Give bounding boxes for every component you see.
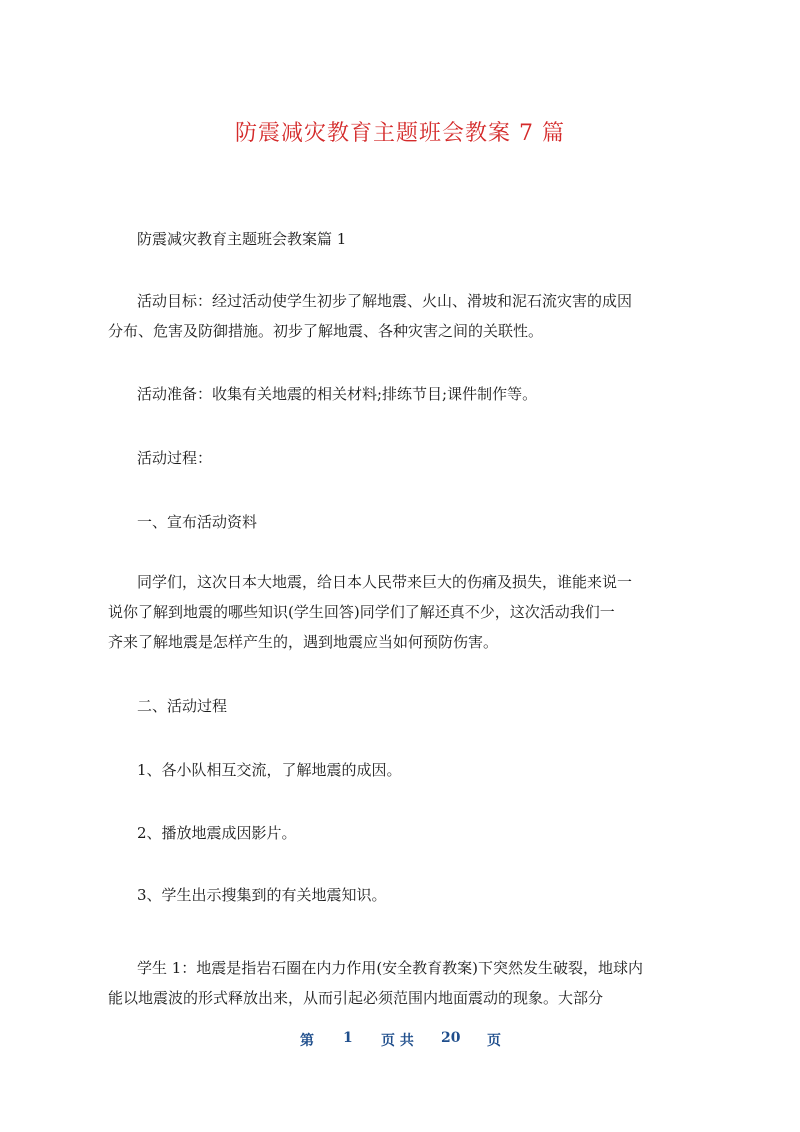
footer-page-suffix: 页 [487,1033,501,1049]
paragraph-line: 活动目标：经过活动使学生初步了解地震、火山、滑坡和泥石流灾害的成因 [137,292,633,310]
document-title: 防震减灾教育主题班会教案 7 篇 [235,121,565,146]
paragraph-student-1 [108,953,677,1013]
footer-page-of: 页 共 [381,1033,414,1049]
paragraph-intro [108,567,677,657]
footer-page-label: 第 [300,1033,314,1049]
paragraph-line: 说你了解到地震的哪些知识(学生回答)同学们了解还真不少，这次活动我们一 [108,603,615,621]
paragraph-line: 3、学生出示搜集到的有关地震知识。 [137,886,387,904]
paragraph-line: 分布、危害及防御措施。初步了解地震、各种灾害之间的关联性。 [108,322,544,340]
page-footer [0,1030,800,1050]
section-one-heading [137,507,677,537]
list-item-1 [137,755,677,785]
list-item-2 [137,818,677,848]
paragraph-line: 齐来了解地震是怎样产生的，遇到地震应当如何预防伤害。 [108,633,499,651]
section-two-heading [137,691,677,721]
paragraph-line: 一、宣布活动资料 [137,513,258,531]
paragraph-line: 活动过程： [137,449,213,467]
paragraph-process-label [137,443,677,473]
section-heading [137,224,677,254]
paragraph-goal [108,286,677,346]
paragraph-line: 同学们，这次日本大地震，给日本人民带来巨大的伤痛及损失，谁能来说一 [137,573,633,591]
paragraph-line: 学生 1：地震是指岩石圈在内力作用(安全教育教案)下突然发生破裂，地球内 [137,959,644,977]
paragraph-line: 二、活动过程 [137,697,228,715]
footer-page-number: 1 [343,1030,353,1046]
paragraph-line: 2、播放地震成因影片。 [137,824,297,842]
paragraph-line: 防震减灾教育主题班会教案篇 1 [137,230,347,248]
paragraph-preparation [137,379,677,409]
paragraph-line: 1、各小队相互交流，了解地震的成因。 [137,761,402,779]
footer-total-pages: 20 [441,1030,461,1046]
paragraph-line: 活动准备：收集有关地震的相关材料;排练节目;课件制作等。 [137,385,538,403]
paragraph-line: 能以地震波的形式释放出来，从而引起必须范围内地面震动的现象。大部分 [108,989,604,1007]
list-item-3 [137,880,677,910]
